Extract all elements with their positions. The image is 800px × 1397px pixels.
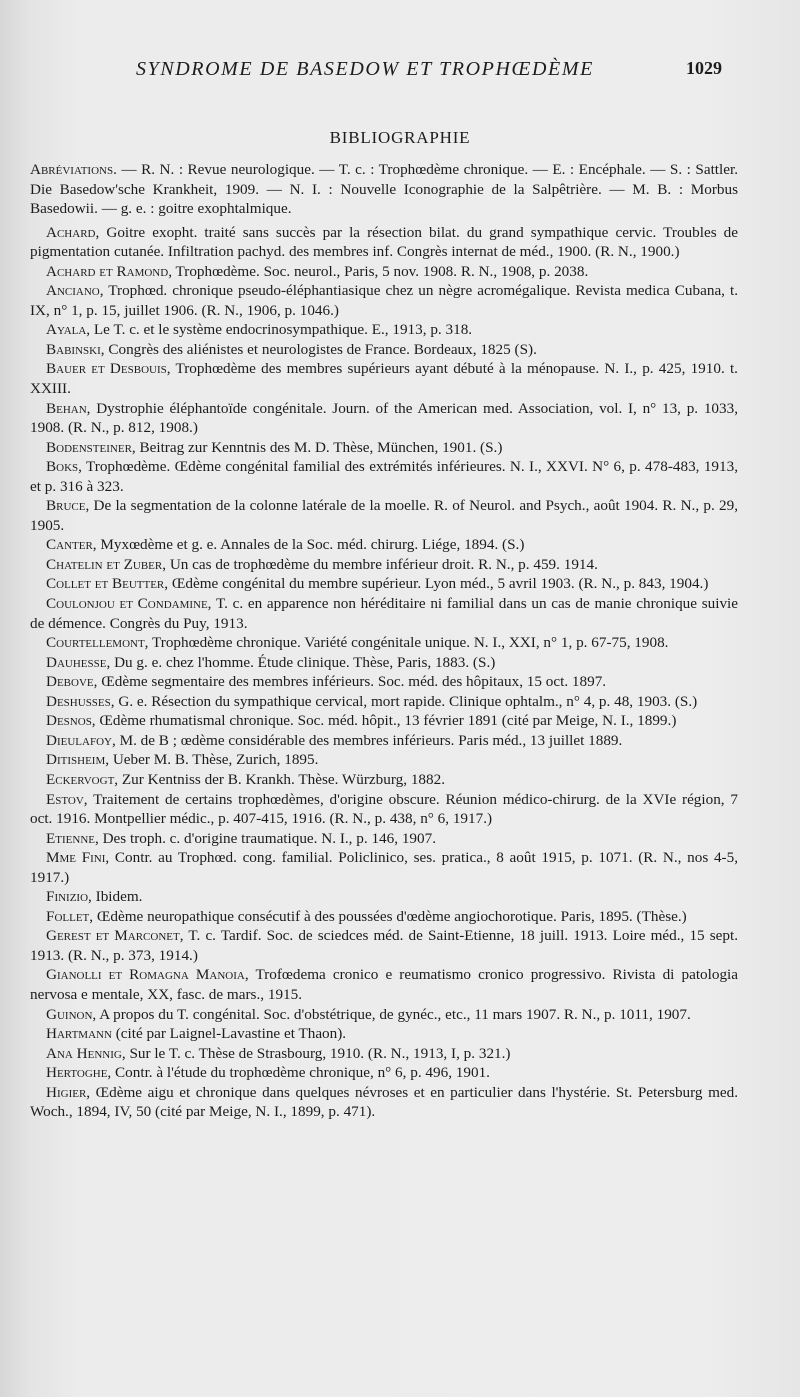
entry-text: — R. N. : Revue neurologique. — T. c. : Trophœdème chronique. — E. : Encéphale. — S. : Sattler. Die Basedow'sche Krankheit, 1909. — N. I. : Nouvelle Iconographie de la Salpêtrière. — M. B. : Morbus Basedowii. — g. e. : goitre exophtalmique. [30,161,738,218]
entry-text: Contr. au Trophœd. cong. familial. Policlinico, ses. pratica., 8 août 1915, p. 1071. (R. N., nos 4-5, 1917.) [30,849,738,886]
entry-author: Bauer et Desbouis, [46,360,171,378]
entry-author: Deshusses, [46,692,115,710]
entry-author: Debove, [46,673,98,691]
bibliography-entry [30,340,738,360]
entry-text: Du g. e. chez l'homme. Étude clinique. Thèse, Paris, 1883. (S.) [114,653,496,671]
bibliography-entry [30,848,738,887]
bibliography-entry [30,692,738,712]
entry-text: Trophœdème. Soc. neurol., Paris, 5 nov. 1908. R. N., 1908, p. 2038. [175,262,589,280]
entry-author: Higier, [46,1083,91,1101]
bibliography-entry [30,1083,738,1122]
entry-author: Eckervogt, [46,770,119,788]
entry-text: Trophœdème. Œdème congénital familial des extrémités inférieures. N. I., XXVI. N° 6, p. 478-483, 1913, et p. 316 à 323. [30,458,738,495]
running-head-title: SYNDROME DE BASEDOW ET TROPHŒDÈME [136,58,594,80]
bibliography-entry [30,496,738,535]
bibliography-entry [30,672,738,692]
bibliography-entry [30,262,738,282]
bibliography-entry [30,633,738,653]
bibliography-entry [30,1024,738,1044]
entry-text: M. de B ; œdème considérable des membres inférieurs. Paris méd., 13 juillet 1889. [119,731,623,749]
entry-text: Contr. à l'étude du trophœdème chronique, n° 6, p. 496, 1901. [115,1064,490,1082]
entry-text: Œdème rhumatismal chronique. Soc. méd. hôpit., 13 février 1891 (cité par Meige, N. I., 1899.) [99,712,677,730]
entry-author: Bruce, [46,497,90,515]
bibliography-entry [30,438,738,458]
bibliography-entry [30,1005,738,1025]
bibliography-entry [30,790,738,829]
entry-author: Gianolli et Romagna Manoia, [46,966,249,984]
entry-author: Canter, [46,536,97,554]
entry-text: Trophœdème chronique. Variété congénitale unique. N. I., XXI, n° 1, p. 67-75, 1908. [152,634,669,652]
running-head [0,58,800,88]
entry-author: Etienne, [46,829,99,847]
entry-author: Guinon, [46,1005,97,1023]
bibliography-entry [30,1063,738,1083]
entry-author: Gerest et Marconet, [46,927,184,945]
entry-text: Zur Kentniss der B. Krankh. Thèse. Würzburg, 1882. [121,770,445,788]
entry-author: Courtellemont, [46,634,149,652]
entry-text: Myxœdème et g. e. Annales de la Soc. méd. chirurg. Liége, 1894. (S.) [100,536,525,554]
entry-text: Des troph. c. d'origine traumatique. N. I., p. 146, 1907. [102,829,437,847]
entry-text: T. c. en apparence non héréditaire ni familial dans un cas de manie chronique suivie de démence. Congrès du Puy, 1913. [30,595,738,632]
bibliography-entry [30,653,738,673]
entry-author: Bodensteiner, [46,438,136,456]
bibliography-entry [30,1044,738,1064]
entry-text: Dystrophie éléphantoïde congénitale. Journ. of the American med. Association, vol. I, n° 13, p. 1033, 1908. (R. N., p. 812, 1908.) [30,399,738,437]
entry-author: Babinski, [46,340,105,358]
bibliography-entry [30,887,738,907]
entry-text: Trofœdema cronico e reumatismo cronico progressivo. Rivista di patologia nervosa e mentale, XX, fasc. de mars., 1915. [30,966,738,1003]
entry-author: Anciano, [46,282,104,300]
entry-author: Dauhesse, [46,653,111,671]
bibliography-entry [30,574,738,594]
entry-author: Follet, [46,907,94,925]
entry-text: (cité par Laignel-Lavastine et Thaon). [115,1025,347,1043]
entry-author: Dieulafoy, [46,731,116,749]
entry-author: Desnos, [46,712,96,730]
section-title: BIBLIOGRAPHIE [329,128,471,147]
bibliography-entry [30,907,738,927]
bibliography-entry [30,829,738,849]
entry-text: De la segmentation de la colonne latérale de la moelle. R. of Neurol. and Psych., août 1904. R. N., p. 29, 1905. [30,497,738,534]
entry-author: Ana Hennig, [46,1044,126,1062]
bibliography-list [30,160,738,1122]
bibliography-entry [30,223,738,262]
bibliography-entry [30,770,738,790]
abbreviations-entry [30,160,738,219]
entry-text: Ueber M. B. Thèse, Zurich, 1895. [112,751,319,769]
bibliography-entry [30,965,738,1004]
entry-author: Abréviations. [30,161,117,178]
entry-text: Un cas de trophœdème du membre inférieur droit. R. N., p. 459. 1914. [169,555,598,573]
entry-author: Boks, [46,458,82,476]
entry-text: Œdème segmentaire des membres inférieurs. Soc. méd. des hôpitaux, 15 oct. 1897. [101,673,607,691]
entry-text: Goitre exopht. traité sans succès par la résection bilat. du grand sympathique cervic. Troubles de pigmentation cutanée. Infiltration pachyd. des membres inf. Congrès internat de méd., 1900. (R. N., 1900.) [30,223,739,261]
entry-author: Ayala, [46,321,91,339]
entry-text: Œdème neuropathique consécutif à des poussées d'œdème angiochorotique. Paris, 1895. (Thèse.) [96,907,687,925]
bibliography-entry [30,594,738,633]
entry-text: Sur le T. c. Thèse de Strasbourg, 1910. (R. N., 1913, I, p. 321.) [129,1044,511,1062]
entry-text: A propos du T. congénital. Soc. d'obstétrique, de gynéc., etc., 11 mars 1907. R. N., p. 1011, 1907. [99,1005,691,1023]
entry-author: Estov, [46,790,88,808]
entry-author: Hertoghe, [46,1064,112,1082]
entry-author: Hartmann [46,1025,112,1043]
entry-author: Coulonjou et Condamine, [46,595,212,613]
entry-text: Trophœd. chronique pseudo-éléphantiasique chez un nègre acromégalique. Revista medica Cubana, t. IX, n° 1, p. 15, juillet 1906. (R. N., 1906, p. 1046.) [30,282,738,319]
entry-author: Finizio, [46,888,92,906]
entry-author: Achard et Ramond, [46,262,172,280]
entry-text: Trophœdème des membres supérieurs ayant débuté à la ménopause. N. I., p. 425, 1910. t. XXIII. [30,360,738,398]
bibliography-entry [30,281,738,320]
bibliography-entry [30,457,738,496]
bibliography-entry [30,926,738,965]
entry-text: G. e. Résection du sympathique cervical, mort rapide. Clinique ophtalm., n° 4, p. 48, 1903. (S.) [118,692,698,710]
bibliography-entry [30,399,738,438]
bibliography-entry [30,359,738,398]
bibliography-entry [30,731,738,751]
entry-text: Œdème aigu et chronique dans quelques névroses et en particulier dans l'hystérie. St. Petersburg med. Woch., 1894, IV, 50 (cité par Meige, N. I., 1899, p. 471). [30,1083,739,1121]
bibliography-entry [30,750,738,770]
bibliography-entry [30,711,738,731]
entry-author: Chatelin et Zuber, [46,555,167,573]
bibliography-entry [30,535,738,555]
entry-author: Behan, [46,399,91,417]
entry-author: Mme Fini, [46,849,110,867]
entry-text: T. c. Tardif. Soc. de sciedces méd. de Saint-Etienne, 18 juill. 1913. Loire méd., 15 sept. 1913. (R. N., p. 373, 1914.) [30,927,739,964]
entry-text: Congrès des aliénistes et neurologistes de France. Bordeaux, 1825 (S). [108,340,537,358]
entry-text: Le T. c. et le système endocrinosympathique. E., 1913, p. 318. [93,321,473,339]
bibliography-entry [30,555,738,575]
bibliography-entry [30,320,738,340]
entry-text: Œdème congénital du membre supérieur. Lyon méd., 5 avril 1903. (R. N., p. 843, 1904.) [171,575,709,593]
entry-author: Ditisheim, [46,751,110,769]
entry-text: Traitement de certains trophœdèmes, d'origine obscure. Réunion médico-chirurg. de la XVIe région, 7 oct. 1916. Montpellier médic., p. 407-415, 1916. (R. N., p. 438, n° 6, 1917.) [30,790,738,828]
page-number: 1029 [686,58,722,78]
entry-text: Ibidem. [95,888,143,906]
entry-author: Collet et Beutter, [46,575,169,593]
entry-text: Beitrag zur Kenntnis des M. D. Thèse, München, 1901. (S.) [139,438,503,456]
entry-author: Achard, [46,223,100,241]
